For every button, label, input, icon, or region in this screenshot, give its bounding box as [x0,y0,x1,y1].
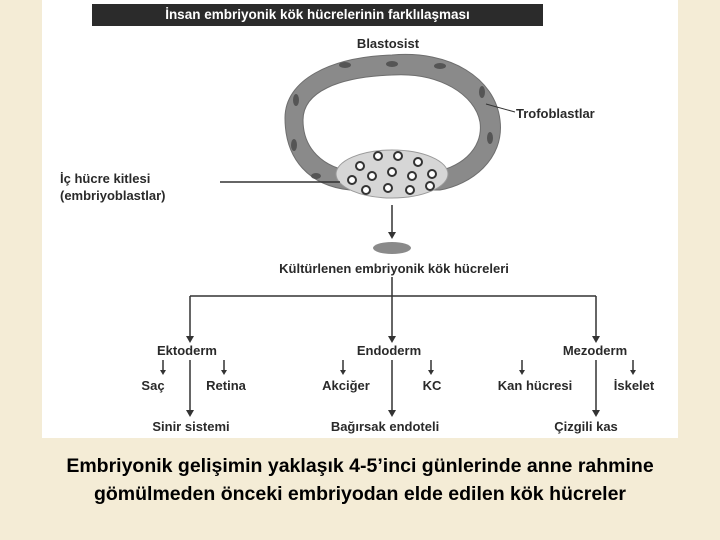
caption: Embriyonik gelişimin yaklaşık 4-5’inci günlerinde anne rahmine gömülmeden önceki embriyodan elde edilen kök hücreler [66,455,654,505]
label-ic-hucre-kitlesi: İç hücre kitlesi [60,171,151,186]
label-mezoderm: Mezoderm [562,343,628,358]
label-trofoblastlar: Trofoblastlar [516,106,595,121]
label-cizgili-kas: Çizgili kas [554,419,618,434]
label-sac: Saç [141,378,165,393]
label-sinir-sistemi: Sinir sistemi [152,419,230,434]
label-iskelet: İskelet [613,378,655,393]
label-blastosist: Blastosist [356,36,420,51]
label-endoderm: Endoderm [356,343,422,358]
label-embriyoblastlar: (embriyoblastlar) [60,188,166,203]
label-ektoderm: Ektoderm [157,343,217,358]
cultured-cells-blob [373,242,411,254]
label-bagirsak-endoteli: Bağırsak endoteli [330,419,440,434]
label-kc: KC [422,378,442,393]
label-akciger: Akciğer [322,378,370,393]
label-kan-hucresi: Kan hücresi [497,378,573,393]
diagram-title: İnsan embriyonik kök hücrelerinin farklılaşması [92,4,543,26]
label-retina: Retina [206,378,246,393]
label-kulturlenen: Kültürlenen embriyonik kök hücreleri [279,261,509,276]
